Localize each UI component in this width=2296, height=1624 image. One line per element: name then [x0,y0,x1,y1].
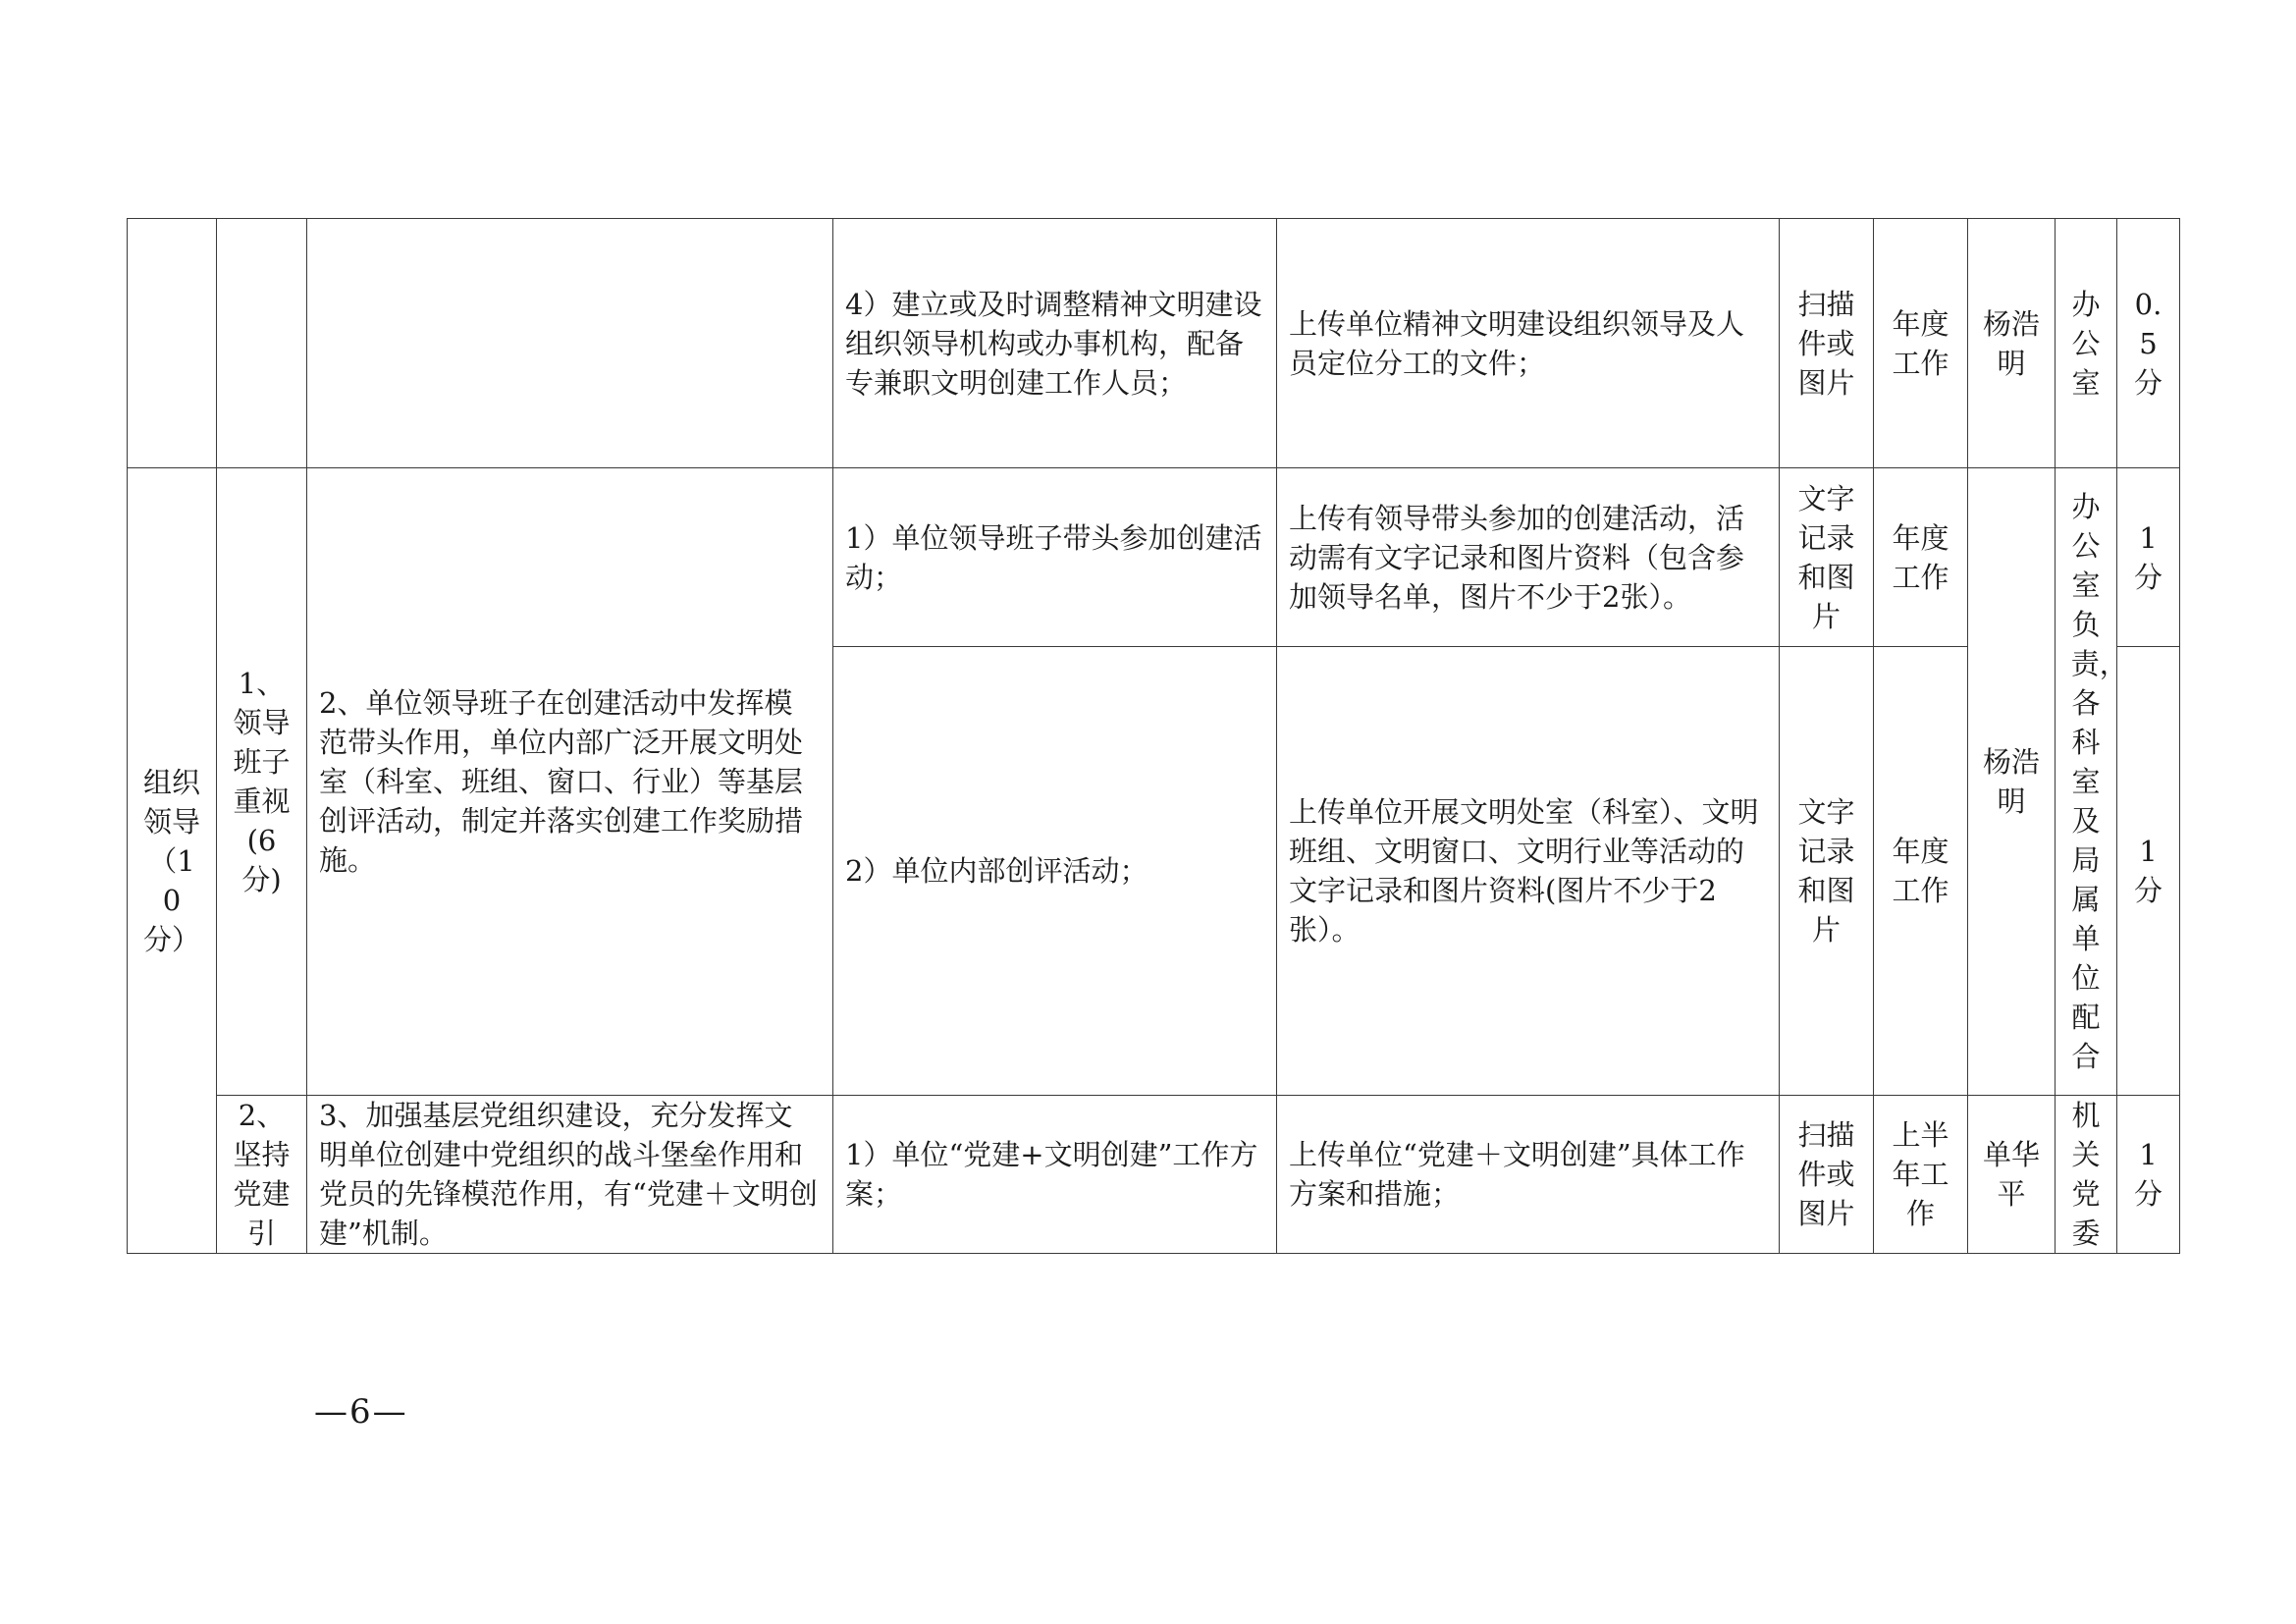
assessment-table [127,218,2180,1254]
task-cell: 1）单位领导班子带头参加创建活动； [833,468,1277,647]
format-cell: 文字记录和图片 [1780,468,1874,647]
task-cell: 4）建立或及时调整精神文明建设组织领导机构或办事机构，配备专兼职文明创建工作人员； [833,219,1277,468]
score-cell: 1分 [2117,647,2180,1096]
owner-cell: 杨浩明 [1968,219,2056,468]
page-number: —6— [314,1392,408,1432]
content-cell: 2、单位领导班子在创建活动中发挥模范带头作用，单位内部广泛开展文明处室（科室、班组、窗口、行业）等基层创评活动，制定并落实创建工作奖励措施。 [307,468,833,1096]
category-cell: 组织领导（10分） [128,468,217,1254]
score-cell: 1分 [2117,1096,2180,1254]
table-row [128,468,2180,647]
evidence-cell: 上传单位开展文明处室（科室）、文明班组、文明窗口、文明行业等活动的文字记录和图片资料(图片不少于2张）。 [1277,647,1780,1096]
period-cell: 上半年工作 [1874,1096,1968,1254]
task-cell: 2）单位内部创评活动； [833,647,1277,1096]
format-cell: 扫描件或图片 [1780,1096,1874,1254]
score-cell: 0.5分 [2117,219,2180,468]
cell-empty [217,219,307,468]
score-cell: 1分 [2117,468,2180,647]
period-cell: 年度工作 [1874,647,1968,1096]
dept-cell: 办公室负责，各科室及局属单位配合 [2056,468,2117,1096]
task-cell: 1）单位“党建+文明创建”工作方案； [833,1096,1277,1254]
cell-empty [128,219,217,468]
format-cell: 文字记录和图片 [1780,647,1874,1096]
cell-empty [307,219,833,468]
item-cell: 1、领导班子重视(6分) [217,468,307,1096]
table-row [128,219,2180,468]
item-cell: 2、坚持党建引 [217,1096,307,1254]
owner-cell: 杨浩明 [1968,468,2056,1096]
evidence-cell: 上传有领导带头参加的创建活动，活动需有文字记录和图片资料（包含参加领导名单，图片不少于2张）。 [1277,468,1780,647]
dept-cell: 办公室 [2056,219,2117,468]
period-cell: 年度工作 [1874,219,1968,468]
table-row [128,1096,2180,1254]
period-cell: 年度工作 [1874,468,1968,647]
owner-cell: 单华平 [1968,1096,2056,1254]
evidence-cell: 上传单位精神文明建设组织领导及人员定位分工的文件； [1277,219,1780,468]
format-cell: 扫描件或图片 [1780,219,1874,468]
evidence-cell: 上传单位“党建＋文明创建”具体工作方案和措施； [1277,1096,1780,1254]
dept-cell: 机关党委 [2056,1096,2117,1254]
content-cell: 3、加强基层党组织建设，充分发挥文明单位创建中党组织的战斗堡垒作用和党员的先锋模范作用，有“党建＋文明创建”机制。 [307,1096,833,1254]
